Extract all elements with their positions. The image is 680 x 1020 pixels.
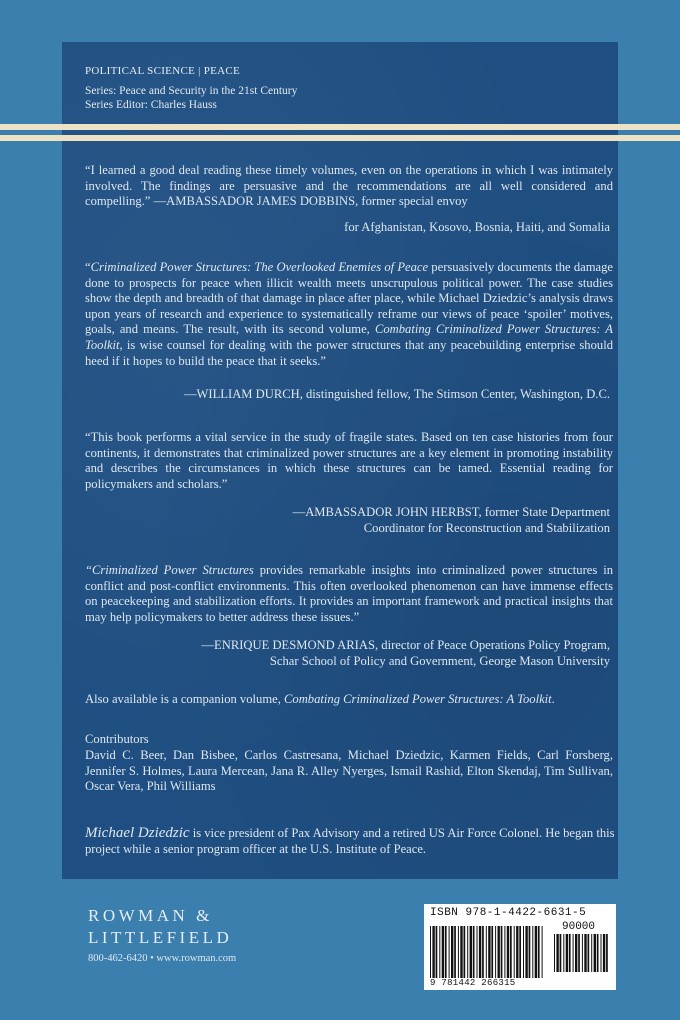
barcode-bars-icon xyxy=(430,926,545,978)
quote-3-attribution: —AMBASSADOR JOHN HERBST, former State Department xyxy=(292,505,610,519)
quote-1: “I learned a good deal reading these timely volumes, even on the operations in which I was intimately involved. The findings are persuasive and the recommendations are all well considered and compelling.” —AMBASSADOR JAMES DOBBINS, former special envoy xyxy=(85,163,613,209)
publisher-contact: 800-462-6420 • www.rowman.com xyxy=(88,953,237,964)
price-code: 90000 xyxy=(562,921,596,933)
quote-2: “Criminalized Power Structures: The Overlooked Enemies of Peace persuasively documents the damage done to prospects for peace when illicit wealth meets unscrupulous political power. The case studies show the depth and breadth of that damage in place after place, while Michael Dziedzic’s analysis draws upon years of research and experience to systematically reframe our views of peace ‘spoiler’ motives, goals, and means. The result, with its second volume, Combating Criminalized Power Structures: A Toolkit, is wise counsel for dealing with the power structures that any peacebuilding enterprise should heed if it hopes to build the peace that it seeks.” xyxy=(85,260,614,368)
author-name: Michael Dziedzic xyxy=(85,825,190,841)
quote-1-attribution: —AMBASSADOR JAMES DOBBINS, former special envoy xyxy=(153,194,468,209)
contributors-list: David C. Beer, Dan Bisbee, Carlos Castresana, Michael Dziedzic, Karmen Fields, Carl Forsberg, Jennifer S. Holmes, Laura Mercean, Jana R. Alley Nyerges, Ismail Rashid, Elton Skendaj, Tim Sullivan, Oscar Vera, Phil Williams xyxy=(85,748,613,794)
category-label: POLITICAL SCIENCE | PEACE xyxy=(85,65,241,77)
series-name: Series: Peace and Security in the 21st Century xyxy=(85,85,298,97)
quote-2-attribution: —WILLIAM DURCH, distinguished fellow, The Stimson Center, Washington, D.C. xyxy=(183,387,610,401)
quote-1-attribution-2: for Afghanistan, Kosovo, Bosnia, Haiti, and Somalia xyxy=(344,220,610,234)
barcode-digits: 9 781442 266315 xyxy=(430,978,516,988)
quote-3-attribution-2: Coordinator for Reconstruction and Stabilization xyxy=(363,521,610,535)
quote-3: “This book performs a vital service in the study of fragile states. Based on ten case histories from four continents, it demonstrates that criminalized power structures are a key element in promoting instability and describes the circumstances in which these structures can be tamed. Essential reading for policymakers and scholars.” xyxy=(85,430,613,491)
contributors-heading: Contributors xyxy=(85,732,149,746)
companion-volume-note: Also available is a companion volume, Combating Criminalized Power Structures: A Toolkit. xyxy=(85,692,555,706)
quote-4: “Criminalized Power Structures provides remarkable insights into criminalized power structures in conflict and post-conflict environments. This often overlooked phenomenon can have immense effects on peacekeeping and stabilization efforts. It provides an important framework and practical insights that may help policymakers to better address these issues.” xyxy=(85,563,613,624)
stripe-bottom xyxy=(0,135,680,141)
series-info xyxy=(85,84,297,112)
isbn-text: ISBN 978-1-4422-6631-5 xyxy=(430,907,587,919)
addon-barcode-bars-icon xyxy=(554,934,609,972)
series-editor: Series Editor: Charles Hauss xyxy=(85,99,217,111)
publisher-logo: ROWMAN & LITTLEFIELD xyxy=(88,906,233,947)
author-bio: Michael Dziedzic is vice president of Pax Advisory and a retired US Air Force Colonel. He began this project while a senior program officer at the U.S. Institute of Peace. xyxy=(85,825,615,856)
quote-4-attribution-2: Schar School of Policy and Government, George Mason University xyxy=(269,654,610,668)
quote-4-attribution: —ENRIQUE DESMOND ARIAS, director of Peace Operations Policy Program, xyxy=(201,638,610,652)
isbn-barcode xyxy=(424,904,616,990)
stripe-top xyxy=(0,124,680,130)
